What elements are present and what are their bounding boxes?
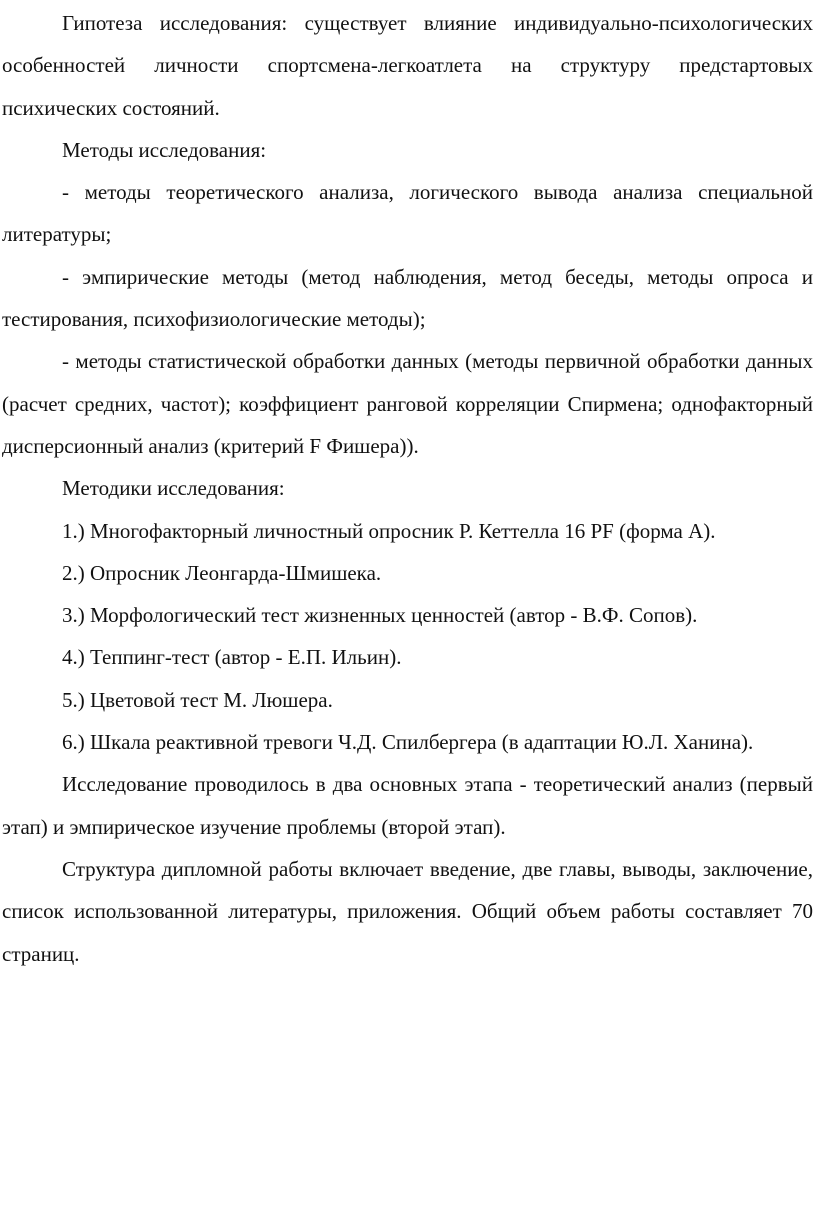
technique-item-3: 3.) Морфологический тест жизненных ценностей (автор - В.Ф. Сопов). [62,603,698,628]
technique-item-6: 6.) Шкала реактивной тревоги Ч.Д. Спилбергера (в адаптации Ю.Л. Ханина). [62,730,754,755]
structure-paragraph: Структура дипломной работы включает введение, две главы, выводы, заключение, список использованной литературы, приложения. Общий объем работы составляет 70 страниц. [2,856,813,966]
methods-item-theoretical: - методы теоретического анализа, логического вывода анализа специальной литературы; [2,180,813,247]
hypothesis-paragraph: Гипотеза исследования: существует влияние индивидуально-психологических особенностей личности спортсмена-легкоатлета на структуру предстартовых психических состояний. [2,11,813,120]
methods-heading: Методы исследования: [62,137,267,162]
technique-item-5: 5.) Цветовой тест М. Люшера. [62,687,333,712]
technique-item-2: 2.) Опросник Леонгарда-Шмишека. [62,560,382,585]
methods-item-statistical: - методы статистической обработки данных (методы первичной обработки данных (расчет средних, частот); коэффициент ранговой корреляции Спирмена; однофакторный дисперсионный анализ (критерий F Фишера)). [2,349,813,458]
techniques-heading: Методики исследования: [62,476,285,501]
technique-item-4: 4.) Теппинг-тест (автор - Е.П. Ильин). [62,645,402,670]
technique-item-1: 1.) Многофакторный личностный опросник Р. Кеттелла 16 PF (форма А). [62,518,716,543]
stages-paragraph: Исследование проводилось в два основных этапа - теоретический анализ (первый этап) и эмпирическое изучение проблемы (второй этап). [2,772,813,839]
methods-item-empirical: - эмпирические методы (метод наблюдения, метод беседы, методы опроса и тестирования, психофизиологические методы); [2,264,813,332]
